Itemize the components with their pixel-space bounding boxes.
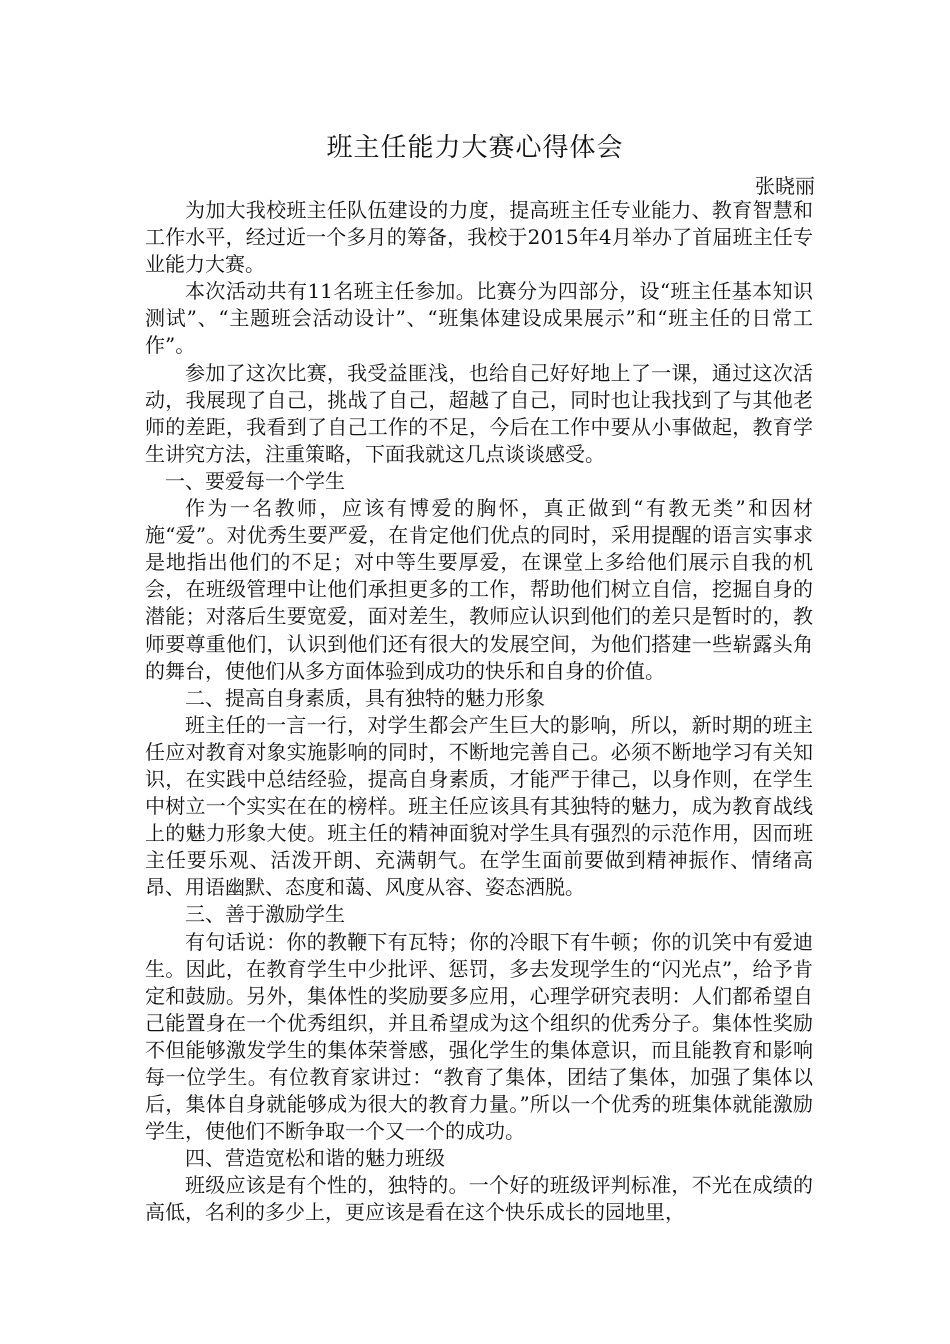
section-heading-3: 三、善于激励学生 (185, 902, 345, 927)
paragraph-intro: 为加大我校班主任队伍建设的力度，提高班主任专业能力、教育智慧和工作水平，经过近一个多月的筹备，我校于2015年4月举办了首届班主任专业能力大赛。 (145, 198, 813, 277)
paragraph-reflection: 参加了这次比赛，我受益匪浅，也给自己好好地上了一课，通过这次活动，我展现了自己，挑战了自己，超越了自己，同时也让我找到了与其他老师的差距，我看到了自己工作的不足，今后在工作中要从小事做起，教育学生讲究方法，注重策略，下面我就这几点谈谈感受。 (145, 360, 813, 466)
author-name: 张晓丽 (755, 174, 815, 198)
document-title: 班主任能力大赛心得体会 (326, 133, 624, 163)
paragraph-section-4: 班级应该是有个性的，独特的。一个好的班级评判标准，不光在成绩的高低，名利的多少上，更应该是看在这个快乐成长的园地里， (145, 1173, 813, 1225)
section-heading-2: 二、提高自身素质，具有独特的魅力形象 (185, 685, 545, 710)
paragraph-section-1: 作为一名教师，应该有博爱的胸怀，真正做到“有教无类”和因材施“爱”。对优秀生要严爱，在肯定他们优点的同时，采用提醒的语言实事求是地指出他们的不足；对中等生要厚爱，在课堂上多给他们展示自我的机会，在班级管理中让他们承担更多的工作，帮助他们树立自信，挖掘自身的潜能；对落后生要宽爱，面对差生，教师应认识到他们的差只是暂时的，教师要尊重他们，认识到他们还有很大的发展空间，为他们搭建一些崭露头角的舞台，使他们从多方面体验到成功的快乐和自身的价值。 (145, 496, 813, 683)
section-heading-1: 一、要爱每一个学生 (165, 468, 345, 493)
document-body (145, 197, 813, 1227)
paragraph-activity: 本次活动共有11名班主任参加。比赛分为四部分，设“班主任基本知识测试”、“主题班会活动设计”、“班集体建设成果展示”和“班主任的日常工作”。 (145, 279, 813, 358)
paragraph-section-2: 班主任的一言一行，对学生都会产生巨大的影响，所以，新时期的班主任应对教育对象实施影响的同时，不断地完善自己。必须不断地学习有关知识，在实践中总结经验，提高自身素质，才能严于律己，以身作则，在学生中树立一个实实在在的榜样。班主任应该具有其独特的魅力，成为教育战线上的魅力形象大使。班主任的精神面貌对学生具有强烈的示范作用，因而班主任要乐观、活泼开朗、充满朝气。在学生面前要做到精神振作、情绪高昂、用语幽默、态度和蔼、风度从容、姿态洒脱。 (145, 712, 813, 900)
section-heading-4: 四、营造宽松和谐的魅力班级 (185, 1146, 445, 1171)
paragraph-section-3: 有句话说：你的教鞭下有瓦特；你的冷眼下有牛顿；你的讥笑中有爱迪生。因此，在教育学生中少批评、惩罚，多去发现学生的“闪光点”，给予肯定和鼓励。另外，集体性的奖励要多应用，心理学研究表明：人们都希望自己能置身在一个优秀组织，并且希望成为这个组织的优秀分子。集体性奖励不但能够激发学生的集体荣誉感，强化学生的集体意识，而且能教育和影响每一位学生。有位教育家讲过：“教育了集体，团结了集体，加强了集体以后，集体自身就能够成为很大的教育力量。”所以一个优秀的班集体就能激励学生，使他们不断争取一个又一个的成功。 (145, 929, 813, 1144)
